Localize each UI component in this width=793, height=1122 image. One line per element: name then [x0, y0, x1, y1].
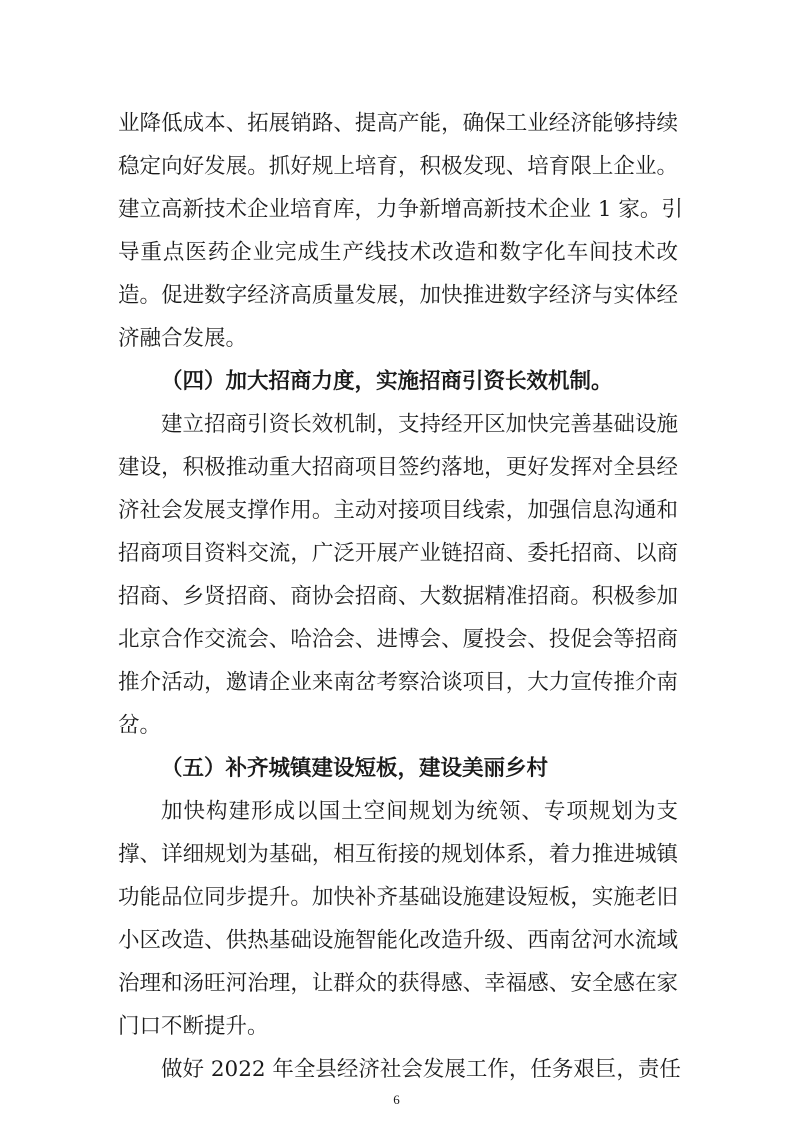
- body-line: 造。促进数字经济高质量发展，加快推进数字经济与实体经: [118, 283, 678, 308]
- body-line: 小区改造、供热基础设施智能化改造升级、西南岔河水流域: [118, 928, 678, 953]
- body-line: 门口不断提升。: [118, 1014, 269, 1039]
- body-line: 治理和汤旺河治理，让群众的获得感、幸福感、安全感在家: [118, 971, 678, 996]
- body-line: 稳定向好发展。抓好规上培育，积极发现、培育限上企业。: [118, 154, 678, 179]
- body-line: 业降低成本、拓展销路、提高产能，确保工业经济能够持续: [118, 111, 678, 136]
- body-line: 建设，积极推动重大招商项目签约落地，更好发挥对全县经: [118, 455, 678, 480]
- page-number: 6: [393, 1092, 400, 1107]
- body-line: 加快构建形成以国土空间规划为统领、专项规划为支: [161, 799, 678, 824]
- body-line: 济融合发展。: [118, 326, 248, 351]
- section-heading: （五）补齐城镇建设短板，建设美丽乡村: [161, 756, 549, 781]
- body-line: 做好 2022 年全县经济社会发展工作，任务艰巨，责任: [161, 1057, 681, 1082]
- body-line: 北京合作交流会、哈洽会、进博会、厦投会、投促会等招商: [118, 627, 678, 652]
- body-line: 撑、详细规划为基础，相互衔接的规划体系，着力推进城镇: [118, 842, 678, 867]
- body-line: 导重点医药企业完成生产线技术改造和数字化车间技术改: [118, 240, 678, 265]
- section-heading: （四）加大招商力度，实施招商引资长效机制。: [161, 369, 613, 394]
- body-line: 建立高新技术企业培育库，力争新增高新技术企业 1 家。引: [118, 197, 683, 222]
- body-line: 招商、乡贤招商、商协会招商、大数据精准招商。积极参加: [118, 584, 678, 609]
- body-line: 岔。: [118, 713, 162, 738]
- body-line: 建立招商引资长效机制，支持经开区加快完善基础设施: [161, 412, 678, 437]
- body-line: 招商项目资料交流，广泛开展产业链招商、委托招商、以商: [118, 541, 678, 566]
- body-line: 济社会发展支撑作用。主动对接项目线索，加强信息沟通和: [118, 498, 678, 523]
- body-line: 推介活动，邀请企业来南岔考察洽谈项目，大力宣传推介南: [118, 670, 678, 695]
- body-line: 功能品位同步提升。加快补齐基础设施建设短板，实施老旧: [118, 885, 678, 910]
